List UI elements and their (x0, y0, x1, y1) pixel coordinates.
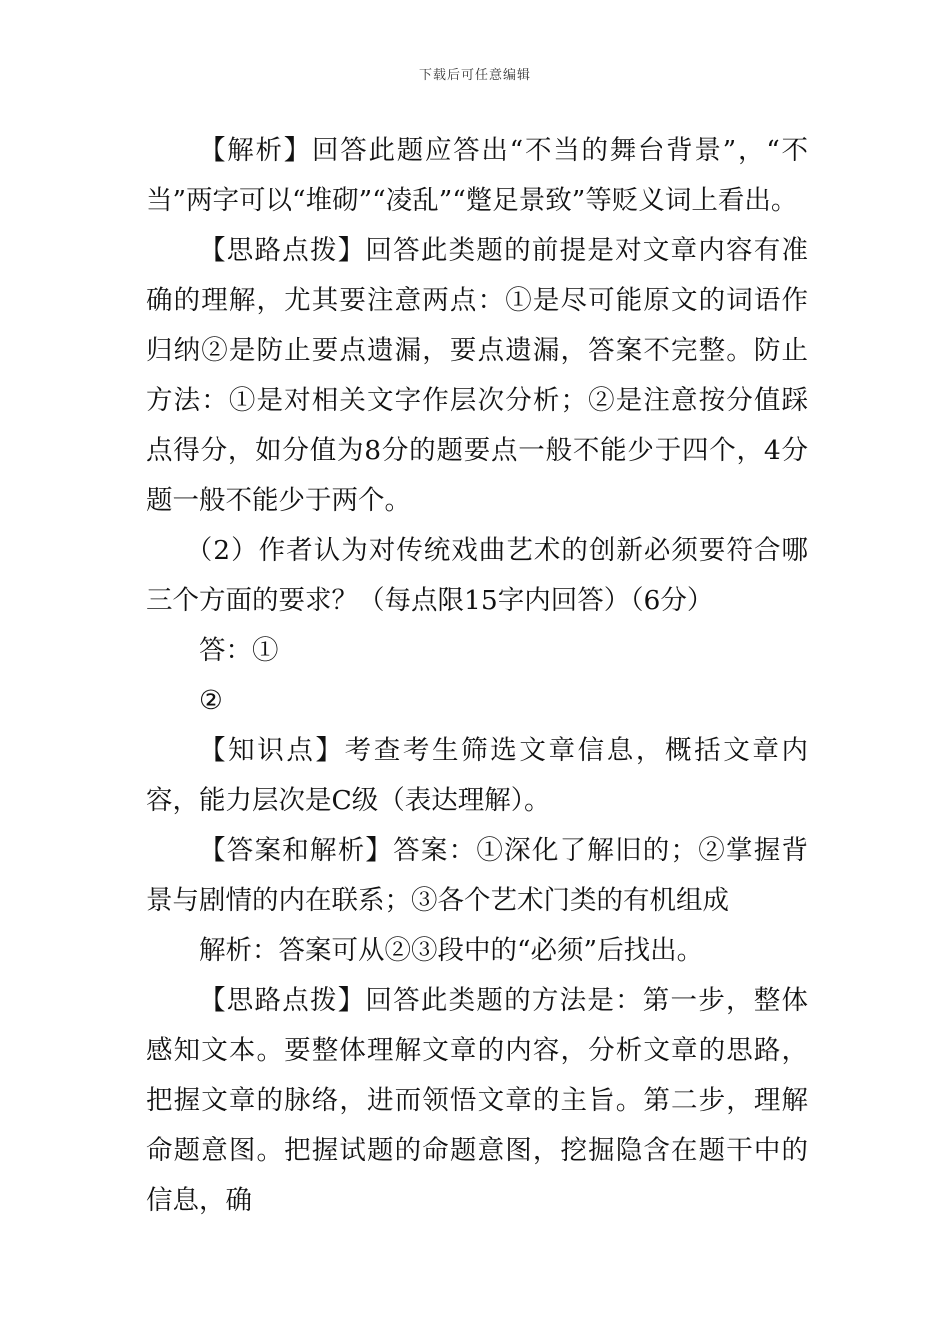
paragraph-answer-analysis: 【答案和解析】答案：①深化了解旧的；②掌握背景与剧情的内在联系；③各个艺术门类的有机组成 (146, 835, 808, 916)
paragraph-analysis-2: 解析：答案可从②③段中的“必须”后找出。 (199, 935, 704, 966)
paragraph-hint-2: 【思路点拨】回答此类题的方法是：第一步，整体感知文本。要整体理解文章的内容，分析文章的思路，把握文章的脉络，进而领悟文章的主旨。第二步，理解命题意图。把握试题的命题意图，挖掘隐含在题干中的信息，确 (146, 985, 808, 1216)
paragraph-analysis-1: 【解析】回答此题应答出“不当的舞台背景”，“不当”两字可以“堆砌”“凌乱”“蹩足景致”等贬义词上看出。 (146, 135, 808, 216)
paragraph-knowledge-point: 【知识点】考查考生筛选文章信息，概括文章内容，能力层次是C级（表达理解）。 (146, 735, 808, 816)
paragraph-question-2: （2）作者认为对传统戏曲艺术的创新必须要符合哪三个方面的要求？（每点限15字内回答）（6分） (146, 535, 808, 616)
document-body (146, 126, 808, 1226)
paragraph-hint-1: 【思路点拨】回答此类题的前提是对文章内容有准确的理解，尤其要注意两点：①是尽可能原文的词语作归纳②是防止要点遗漏，要点遗漏，答案不完整。防止方法：①是对相关文字作层次分析；②是注意按分值踩点得分，如分值为8分的题要点一般不能少于四个，4分题一般不能少于两个。 (146, 235, 808, 516)
page-header: 下载后可任意编辑 (418, 68, 531, 83)
paragraph-answer-2: ② (199, 685, 223, 716)
paragraph-answer-1: 答：① (199, 635, 279, 666)
